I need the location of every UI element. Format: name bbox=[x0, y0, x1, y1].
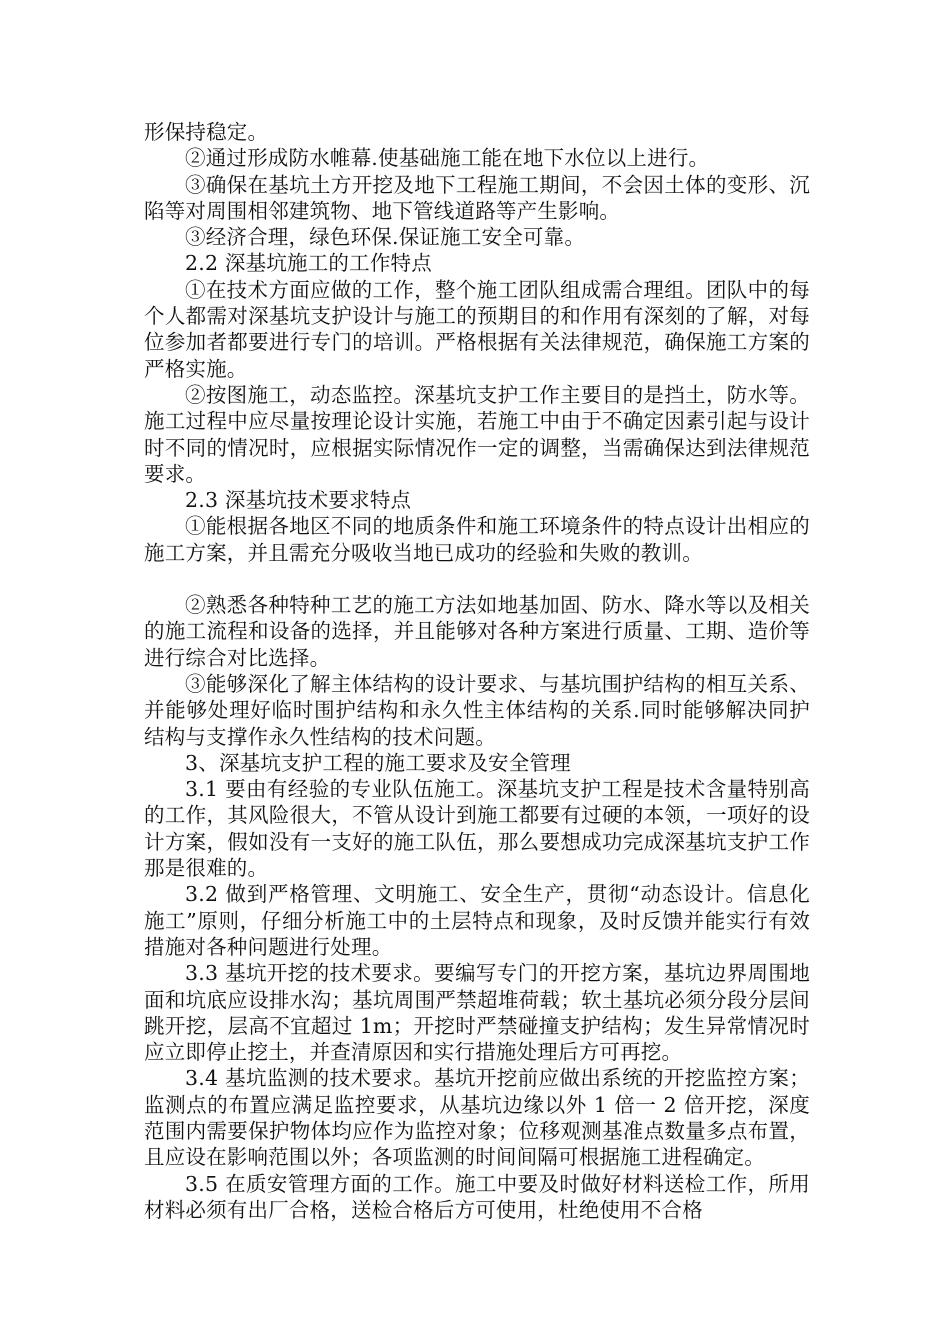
section-heading-2-3: 2.3 深基坑技术要求特点 bbox=[185, 488, 412, 513]
blank-line bbox=[144, 566, 810, 592]
paragraph-item-3b: ③经济合理，绿色环保.保证施工安全可靠。 bbox=[185, 225, 586, 250]
paragraph-continuation: 形保持稳定。 bbox=[144, 120, 269, 144]
paragraph-2-3-item-1: ①能根据各地区不同的地质条件和施工环境条件的特点设计出相应的施工方案，并且需充分吸收当地已成功的经验和失败的教训。 bbox=[144, 514, 810, 565]
paragraph-2-3-item-3: ③能够深化了解主体结构的设计要求、与基坑围护结构的相互关系、并能够处理好临时围护结构和永久性主体结构的关系.同时能够解决同护结构与支撑作永久性结构的技术问题。 bbox=[144, 671, 810, 749]
document-body bbox=[144, 119, 810, 1223]
paragraph-2-2-item-2: ②按图施工，动态监控。深基坑支护工作主要目的是挡土，防水等。施工过程中应尽量按理论设计实施，若施工中由于不确定因素引起与设计时不同的情况时，应根据实际情况作一定的调整，当需确保达到法律规范要求。 bbox=[144, 382, 810, 486]
paragraph-3-4: 3.4 基坑监测的技术要求。基坑开挖前应做出系统的开挖监控方案；监测点的布置应满足监控要求，从基坑边缘以外 1 倍一 2 倍开挖，深度范围内需要保护物体均应作为监控对象；位移观测基准点数量多点布置，且应设在影响范围以外；各项监测的时间间隔可根据施工进程确定。 bbox=[144, 1066, 810, 1170]
paragraph-3-2: 3.2 做到严格管理、文明施工、安全生产，贯彻“动态设计。信息化施工”原则，仔细分析施工中的土层特点和现象，及时反馈并能实行有效措施对各种问题进行处理。 bbox=[144, 882, 810, 959]
paragraph-2-3-item-2: ②熟悉各种特种工艺的施工方法如地基加固、防水、降水等以及相关的施工流程和设备的选择，并且能够对各种方案进行质量、工期、造价等进行综合对比选择。 bbox=[144, 593, 810, 670]
section-heading-2-2: 2.2 深基坑施工的工作特点 bbox=[185, 251, 432, 276]
paragraph-2-2-item-1: ①在技术方面应做的工作，整个施工团队组成需合理组。团队中的每个人都需对深基坑支护设计与施工的预期目的和作用有深刻的了解，对每位参加者都要进行专门的培训。严格根据有关法律规范，确保施工方案的严格实施。 bbox=[144, 277, 810, 381]
paragraph-3-3: 3.3 基坑开挖的技术要求。要编写专门的开挖方案，基坑边界周围地面和坑底应设排水沟；基坑周围严禁超堆荷载；软土基坑必须分段分层间跳开挖，层高不宜超过 1m；开挖时严禁碰撞支护结构；发生异常情况时应立即停止挖土，并查清原因和实行措施处理后方可再挖。 bbox=[144, 961, 810, 1065]
paragraph-item-3: ③确保在基坑土方开挖及地下工程施工期间，不会因土体的变形、沉陷等对周围相邻建筑物、地下管线道路等产生影响。 bbox=[144, 172, 810, 223]
paragraph-3-5: 3.5 在质安管理方面的工作。施工中要及时做好材料送检工作，所用材料必须有出厂合格，送检合格后方可使用，杜绝使用不合格 bbox=[144, 1171, 810, 1222]
paragraph-3-1: 3.1 要由有经验的专业队伍施工。深基坑支护工程是技术含量特别高的工作，其风险很大，不管从设计到施工都要有过硬的本领，一项好的设计方案，假如没有一支好的施工队伍，那么要想成功完成深基坑支护工作那是很难的。 bbox=[144, 777, 810, 881]
section-heading-3: 3、深基坑支护工程的施工要求及安全管理 bbox=[185, 750, 571, 775]
paragraph-item-2: ②通过形成防水帷幕.使基础施工能在地下水位以上进行。 bbox=[185, 146, 710, 171]
